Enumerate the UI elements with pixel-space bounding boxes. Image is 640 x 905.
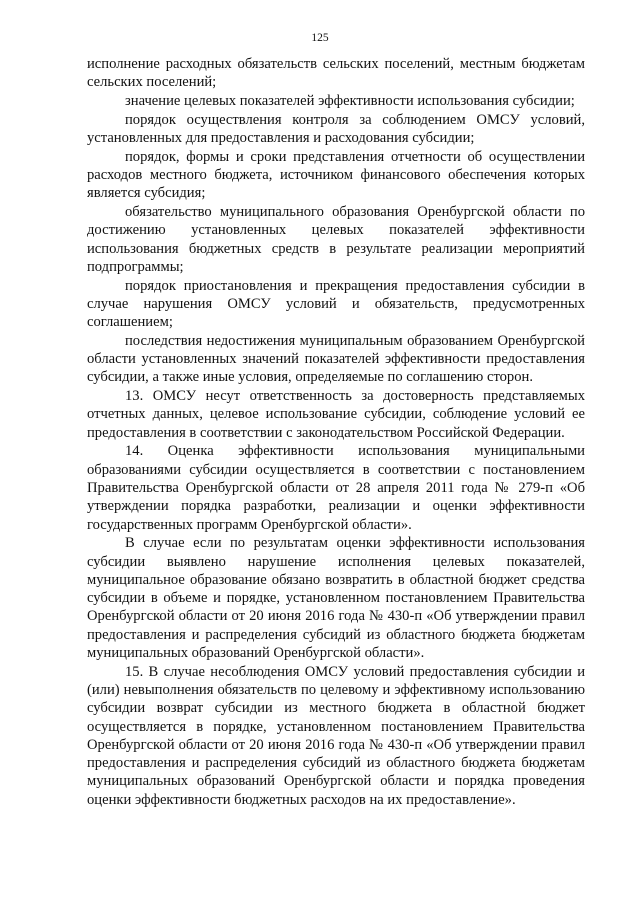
paragraph-7: последствия недостижения муниципальным образованием Оренбургской области установленных значений показателей эффективности предоставления субсидии, а также иные условия, определяемые по соглашению сторон. xyxy=(87,332,585,386)
page-number: 125 xyxy=(311,32,329,44)
document-body xyxy=(87,55,585,809)
paragraph-13: 13. ОМСУ несут ответственность за достоверность представляемых отчетных данных, целевое использование субсидии, соблюдение условий ее предоставления в соответствии с законодательством Российской Федерации. xyxy=(87,388,585,441)
paragraph-14: 14. Оценка эффективности использования муниципальными образованиями субсидии осуществляется в соответствии с постановлением Правительства Оренбургской области от 28 апреля 2011 года № 279-п «Об утверждении порядка разработки, реализации и оценки эффективности государственных программ Оренбургской области». xyxy=(87,443,585,533)
paragraph-6: порядок приостановления и прекращения предоставления субсидии в случае нарушения ОМСУ условий и обязательств, предусмотренных соглашением; xyxy=(87,277,585,331)
paragraph-2: значение целевых показателей эффективности использования субсидии; xyxy=(125,92,575,109)
paragraph-1: исполнение расходных обязательств сельских поселений, местным бюджетам сельских поселений; xyxy=(87,56,585,91)
paragraph-5: обязательство муниципального образования Оренбургской области по достижению установленных целевых показателей эффективности использования бюджетных средств в результате реализации мероприятий подпрограммы; xyxy=(87,203,585,275)
paragraph-4: порядок, формы и сроки представления отчетности об осуществлении расходов местного бюджета, источником финансового обеспечения которых является субсидия; xyxy=(87,148,585,202)
paragraph-14-continued: В случае если по результатам оценки эффективности использования субсидии выявлено нарушение исполнения целевых показателей, муниципальное образование обязано возвратить в областной бюджет средства субсидии в объеме и порядке, установленном постановлением Правительства Оренбургской области от 20 июня 2016 года № 430-п «Об утверждении правил предоставления и распределения субсидий из областного бюджета бюджетам муниципальных образований Оренбургской области». xyxy=(87,535,585,662)
paragraph-3: порядок осуществления контроля за соблюдением ОМСУ условий, установленных для предоставления и расходования субсидии; xyxy=(87,111,585,146)
paragraph-15: 15. В случае несоблюдения ОМСУ условий предоставления субсидии и (или) невыполнения обязательств по целевому и эффективному использованию субсидии возврат субсидии из местного бюджета в областной бюджет осуществляется в порядке, установленном постановлением Правительства Оренбургской области от 20 июня 2016 года № 430-п «Об утверждении правил предоставления и распределения субсидий из областного бюджета бюджетам муниципальных образований Оренбургской области и порядка проведения оценки эффективности бюджетных расходов на их предоставление». xyxy=(87,663,585,808)
